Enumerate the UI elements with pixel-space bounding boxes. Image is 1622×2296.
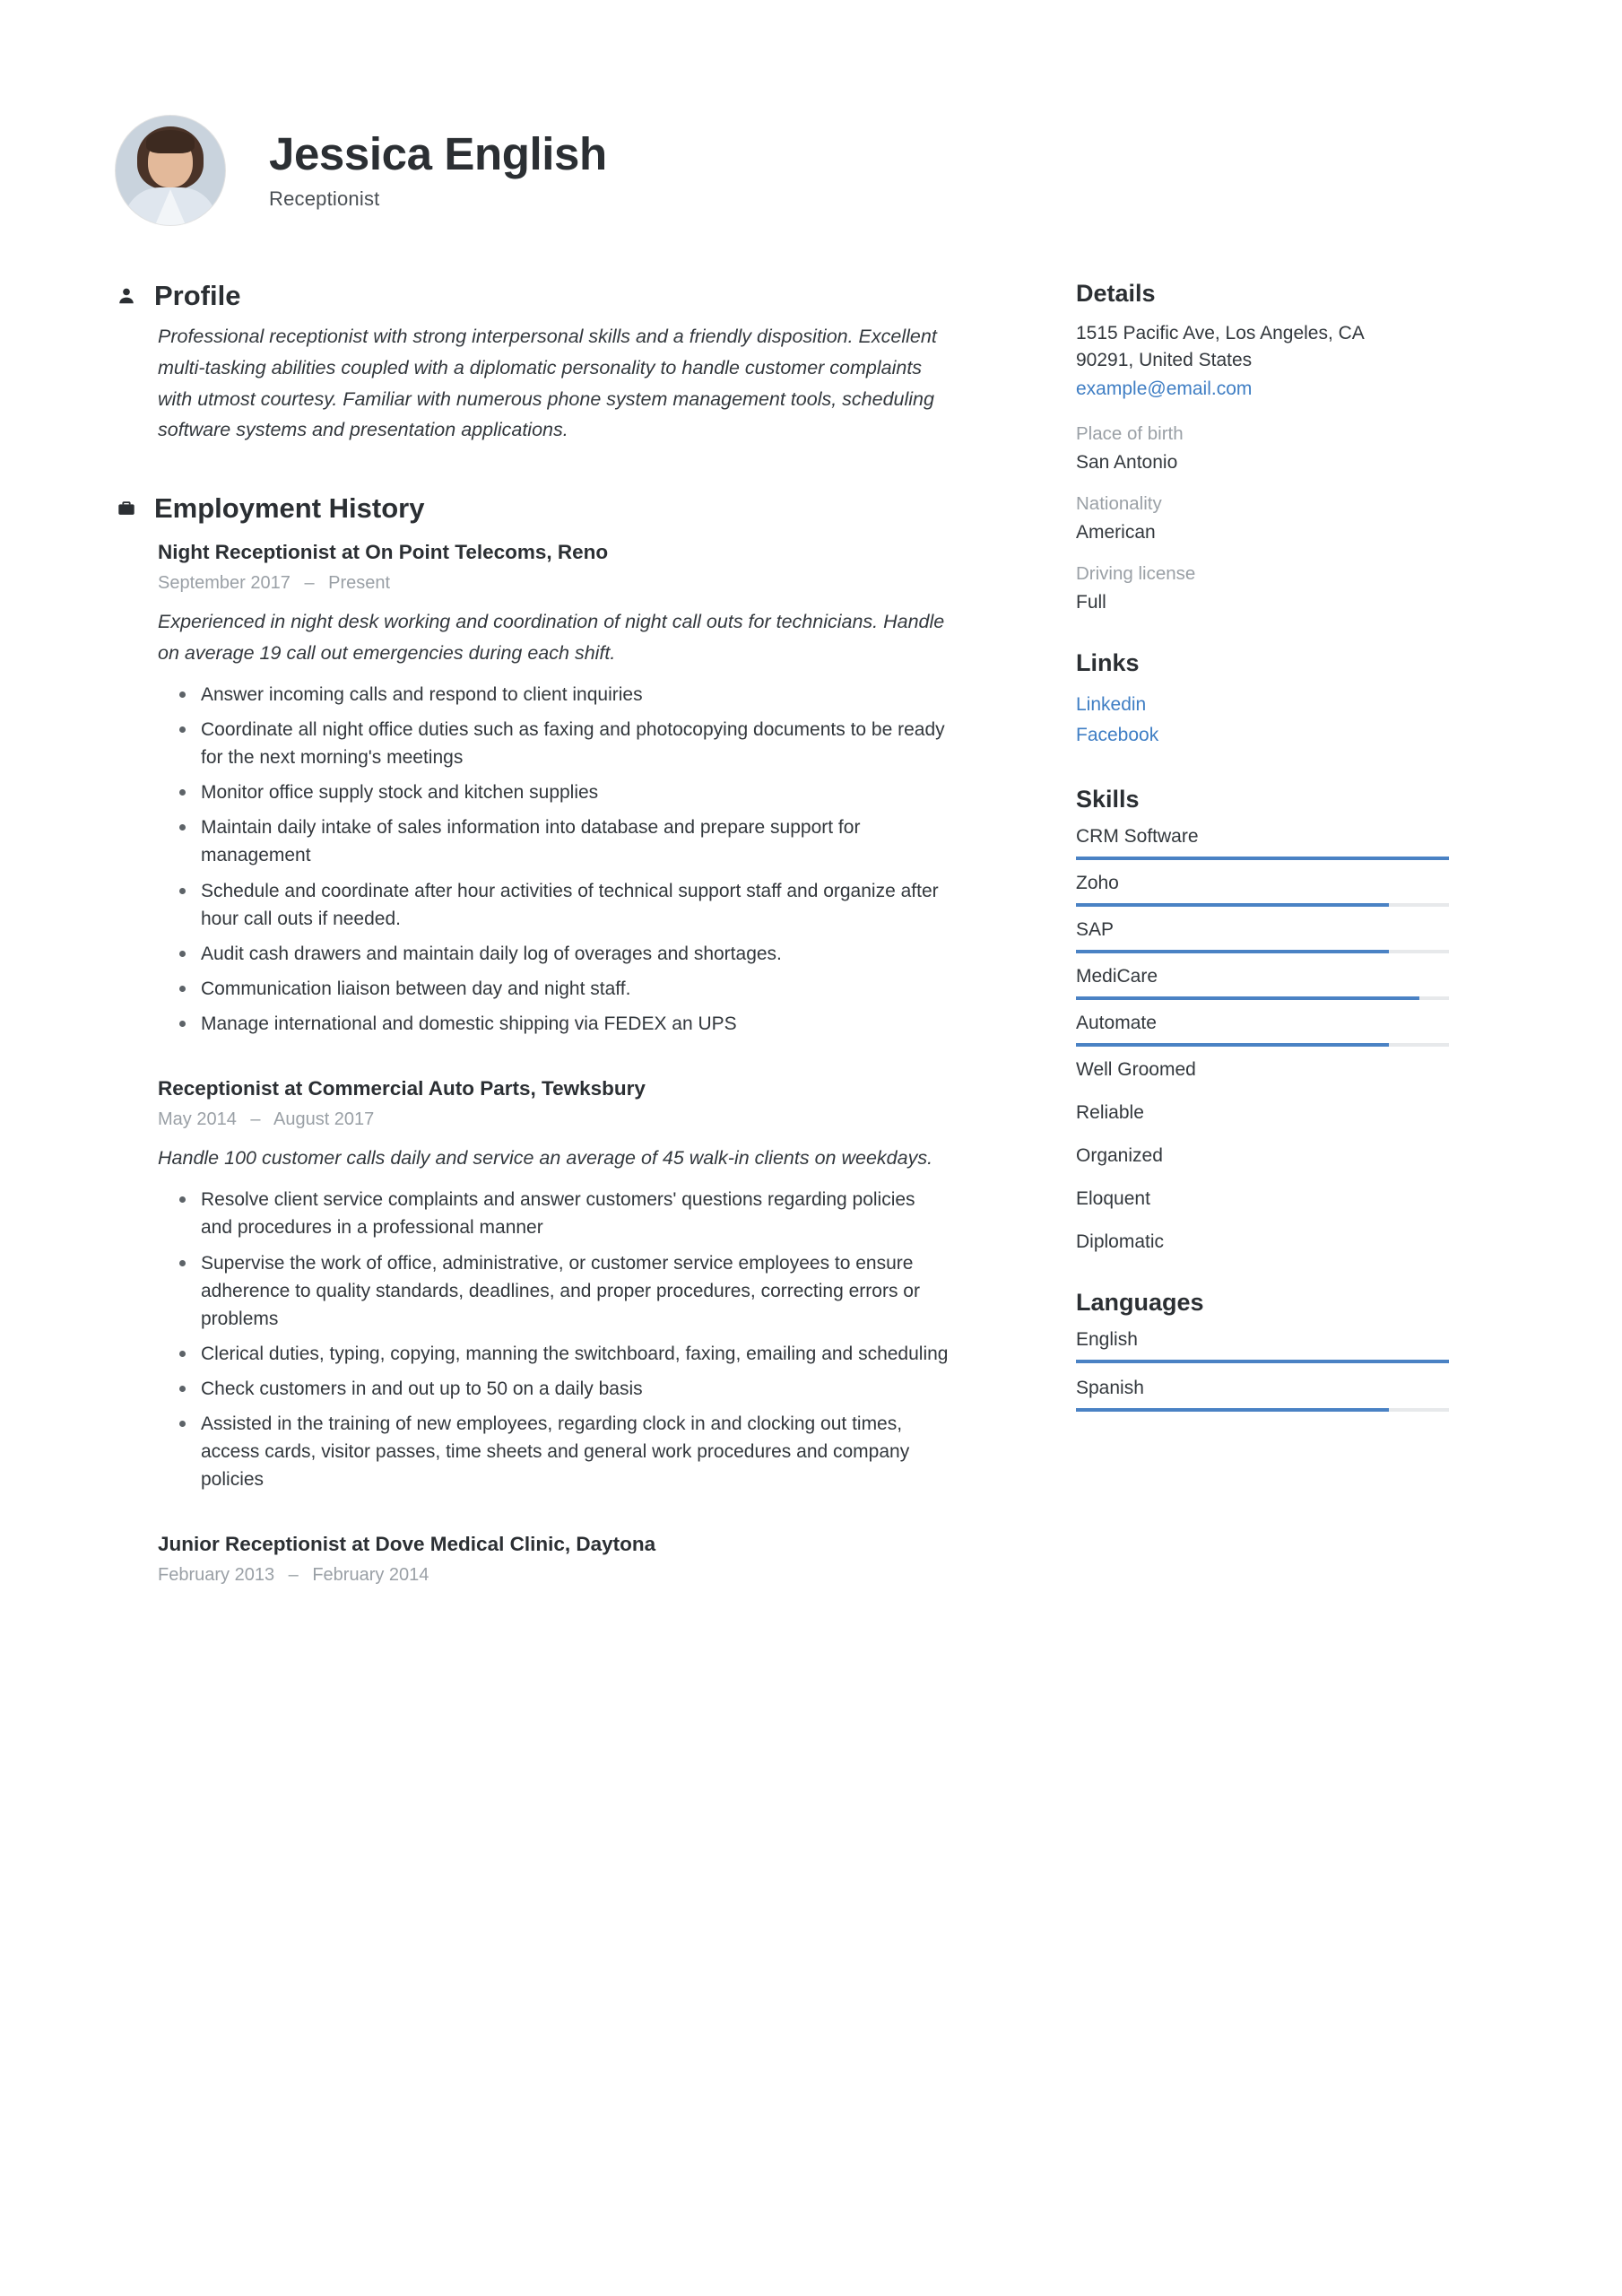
skill-name: Zoho — [1076, 873, 1119, 894]
employment-heading — [115, 492, 950, 525]
field-label-place-of-birth: Place of birth — [1076, 423, 1184, 445]
field-value-driving-license: Full — [1076, 592, 1106, 613]
languages-block — [1076, 1289, 1417, 1412]
job-date-dash: – — [288, 1565, 299, 1586]
name-block — [269, 130, 607, 211]
skill-name: CRM Software — [1076, 826, 1199, 848]
job-bullets — [158, 681, 950, 1038]
skills-block — [1076, 786, 1417, 1253]
job-date-dash: – — [250, 1109, 261, 1129]
skill-bar — [1076, 950, 1449, 953]
skill-bar — [1076, 903, 1449, 907]
skill-item — [1076, 873, 1417, 907]
list-item: Audit cash drawers and maintain daily log of overages and shortages. — [201, 940, 950, 968]
job-end: August 2017 — [273, 1109, 375, 1129]
skill-bar-fill — [1076, 1043, 1389, 1047]
job-title-line: Junior Receptionist at Dove Medical Clinic, Daytona — [158, 1533, 656, 1556]
skills-heading: Skills — [1076, 786, 1140, 813]
job-dates — [158, 1109, 950, 1130]
field-label-driving-license: Driving license — [1076, 563, 1196, 585]
skill-name: Automate — [1076, 1013, 1157, 1034]
skill-bar-fill — [1076, 857, 1449, 860]
skill-name: Reliable — [1076, 1102, 1144, 1124]
skill-bar — [1076, 857, 1449, 860]
language-bar — [1076, 1408, 1449, 1412]
briefcase-icon — [115, 497, 138, 520]
sidebar — [950, 280, 1417, 1448]
field-value-place-of-birth: San Antonio — [1076, 452, 1178, 474]
skill-bar — [1076, 1043, 1449, 1047]
job-title-line: Night Receptionist at On Point Telecoms, Reno — [158, 541, 609, 564]
list-item: Monitor office supply stock and kitchen supplies — [201, 778, 950, 806]
employment-entry — [158, 541, 950, 1038]
skill-name: Diplomatic — [1076, 1231, 1165, 1253]
profile-text: Professional receptionist with strong interpersonal skills and a friendly disposition. Excellent multi-tasking abilities coupled with a diplomatic personality to handle customer complaints with utmost courtesy. Familiar with numerous phone system management tools, scheduling software systems and presentation applications. — [158, 326, 937, 441]
resume-header — [0, 0, 1622, 226]
job-title-line: Receptionist at Commercial Auto Parts, Tewksbury — [158, 1076, 646, 1100]
list-item: Communication liaison between day and night staff. — [201, 975, 950, 1003]
skill-bar — [1076, 996, 1449, 1000]
avatar-fringe — [146, 130, 195, 153]
job-end: Present — [328, 573, 391, 594]
list-item: Maintain daily intake of sales information into database and prepare support for management — [201, 813, 950, 869]
job-dates — [158, 573, 950, 594]
skill-name: SAP — [1076, 919, 1115, 941]
skill-name: Well Groomed — [1076, 1059, 1196, 1081]
job-end: February 2014 — [312, 1565, 429, 1586]
language-item — [1076, 1329, 1417, 1363]
section-employment — [115, 492, 950, 1586]
employment-entry — [158, 1077, 950, 1493]
email-link[interactable]: example@email.com — [1076, 378, 1253, 399]
field-value-nationality: American — [1076, 522, 1156, 544]
address-line-1: 1515 Pacific Ave, Los Angeles, CA — [1076, 323, 1365, 344]
details-block — [1076, 280, 1417, 613]
list-item: Check customers in and out up to 50 on a daily basis — [201, 1375, 950, 1403]
job-summary: Experienced in night desk working and coordination of night call outs for technicians. Handle on average 19 call out emergencies during each shift. — [158, 611, 945, 664]
job-start: September 2017 — [158, 573, 291, 594]
links-block — [1076, 649, 1417, 750]
list-item: Resolve client service complaints and answer customers' questions regarding policies and procedures in a professional manner — [201, 1186, 950, 1241]
language-name: English — [1076, 1329, 1138, 1351]
list-item: Manage international and domestic shipping via FEDEX an UPS — [201, 1010, 950, 1038]
languages-heading: Languages — [1076, 1289, 1204, 1317]
job-start: February 2013 — [158, 1565, 275, 1586]
section-profile — [115, 280, 950, 446]
list-item: Answer incoming calls and respond to client inquiries — [201, 681, 950, 709]
list-item: Coordinate all night office duties such as faxing and photocopying documents to be ready for the next morning's meetings — [201, 716, 950, 771]
skill-item — [1076, 919, 1417, 953]
links-heading: Links — [1076, 649, 1140, 677]
job-start: May 2014 — [158, 1109, 237, 1129]
language-bar-fill — [1076, 1408, 1389, 1412]
skill-item — [1076, 826, 1417, 860]
list-item: Supervise the work of office, administrative, or customer service employees to ensure adherence to quality standards, deadlines, and proper procedures, correcting errors or problems — [201, 1249, 950, 1333]
link-facebook[interactable]: Facebook — [1076, 724, 1159, 745]
skill-item — [1076, 1013, 1417, 1047]
job-summary: Handle 100 customer calls daily and service an average of 45 walk-in clients on weekdays. — [158, 1146, 933, 1169]
skill-item — [1076, 1188, 1417, 1210]
skill-item — [1076, 1102, 1417, 1124]
profile-heading — [115, 280, 950, 312]
employment-entry — [158, 1533, 950, 1586]
section-title: Profile — [154, 280, 241, 311]
link-linkedin[interactable]: Linkedin — [1076, 694, 1147, 716]
skill-name: MediCare — [1076, 966, 1158, 987]
job-date-dash: – — [304, 573, 315, 594]
page-title: Jessica English — [269, 128, 607, 180]
language-item — [1076, 1378, 1417, 1412]
skill-bar-fill — [1076, 996, 1419, 1000]
skill-item — [1076, 1059, 1417, 1081]
skill-bar-fill — [1076, 950, 1389, 953]
section-title: Employment History — [154, 492, 425, 525]
list-item: Schedule and coordinate after hour activities of technical support staff and organize after hour call outs if needed. — [201, 877, 950, 933]
job-bullets — [158, 1186, 950, 1493]
field-label-nationality: Nationality — [1076, 493, 1162, 515]
skill-item — [1076, 1145, 1417, 1167]
skill-item — [1076, 966, 1417, 1000]
list-item: Clerical duties, typing, copying, manning the switchboard, faxing, emailing and scheduling — [201, 1340, 950, 1368]
resume-body — [0, 226, 1622, 1586]
list-item: Assisted in the training of new employees, regarding clock in and clocking out times, access cards, visitor passes, time sheets and general work procedures and company policies — [201, 1410, 950, 1493]
address-line-2: 90291, United States — [1076, 349, 1253, 370]
skill-item — [1076, 1231, 1417, 1253]
skill-bar-fill — [1076, 903, 1389, 907]
person-icon — [115, 284, 138, 308]
language-bar-fill — [1076, 1360, 1449, 1363]
details-heading: Details — [1076, 280, 1156, 307]
main-column — [0, 280, 950, 1586]
skill-name: Organized — [1076, 1145, 1163, 1167]
job-dates — [158, 1565, 950, 1586]
skill-name: Eloquent — [1076, 1188, 1150, 1210]
profile-photo — [115, 115, 226, 226]
language-name: Spanish — [1076, 1378, 1144, 1399]
language-bar — [1076, 1360, 1449, 1363]
job-title: Receptionist — [269, 187, 380, 210]
